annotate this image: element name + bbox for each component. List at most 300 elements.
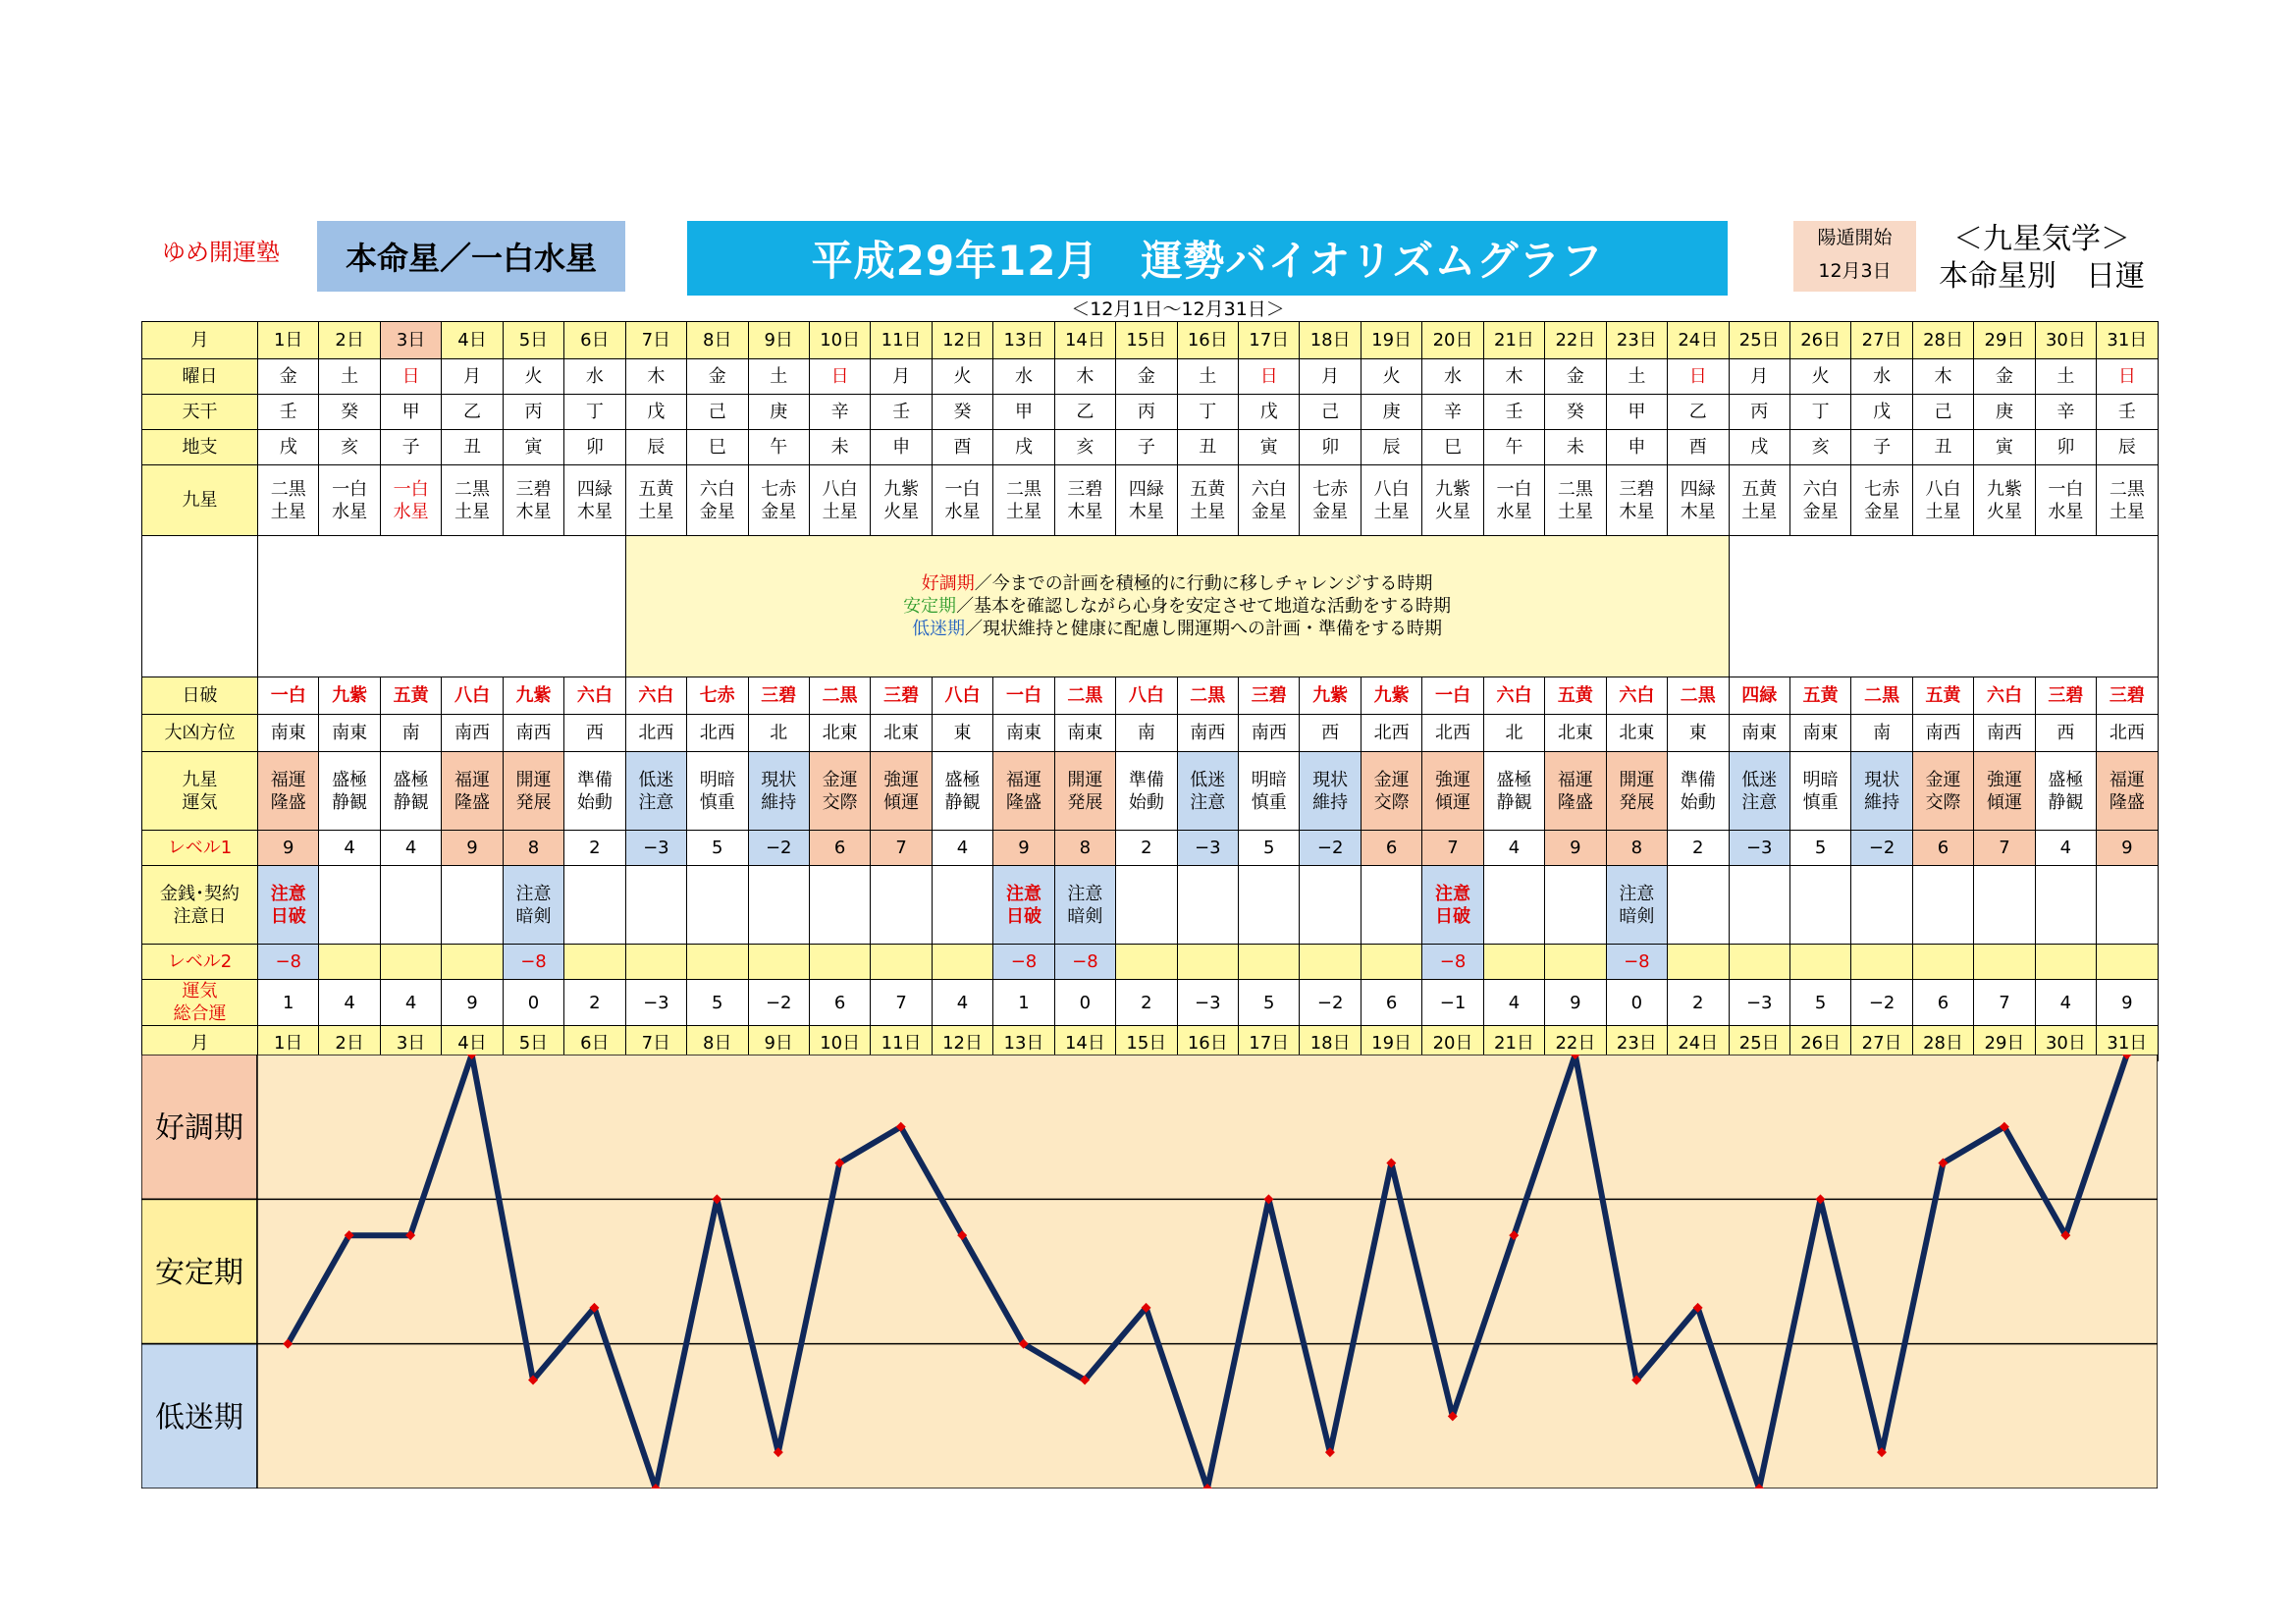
yoton-label: 陽遁開始 (1817, 227, 1893, 248)
weekday-cell: 水 (993, 359, 1054, 395)
kichi-cell: 南西 (1912, 715, 1973, 752)
sogo-cell: −3 (625, 980, 686, 1026)
day-header: 26日 (1789, 322, 1850, 359)
sogo-cell: −2 (1851, 980, 1912, 1026)
kichi-cell: 南西 (1177, 715, 1238, 752)
chishi-cell: 丑 (1912, 430, 1973, 465)
level1-cell: 9 (258, 831, 319, 866)
chishi-cell: 戌 (1729, 430, 1789, 465)
kyusei-cell: 九紫 火星 (1422, 465, 1483, 536)
level2-cell (1177, 945, 1238, 980)
level1-cell: 5 (1239, 831, 1300, 866)
tenkan-cell: 癸 (319, 395, 380, 430)
sogo-cell: −2 (1300, 980, 1361, 1026)
weekday-cell: 火 (503, 359, 563, 395)
weekday-cell: 木 (1054, 359, 1115, 395)
sogo-cell: 1 (993, 980, 1054, 1026)
day-header: 2日 (319, 322, 380, 359)
caution-cell: 注意 日破 (258, 866, 319, 945)
tenkan-cell: 乙 (1054, 395, 1115, 430)
caution-cell (1239, 866, 1300, 945)
kyusei-cell: 八白 土星 (1361, 465, 1421, 536)
level2-cell (1729, 945, 1789, 980)
tenkan-cell: 丙 (1116, 395, 1177, 430)
unki-cell: 現状 維持 (748, 752, 809, 831)
row-nippa (142, 677, 2159, 715)
tenkan-cell: 戊 (625, 395, 686, 430)
caution-cell (1974, 866, 2035, 945)
weekday-cell: 金 (687, 359, 748, 395)
kichi-cell: 南東 (319, 715, 380, 752)
legend-spacer (258, 536, 626, 677)
level1-cell: 4 (380, 831, 441, 866)
kyusei-cell: 三碧 木星 (1606, 465, 1667, 536)
kyusei-subtitle: 本命星別 日運 (1939, 259, 2145, 294)
tenkan-cell: 丙 (1729, 395, 1789, 430)
day-header: 10日 (809, 322, 870, 359)
kyusei-cell: 七赤 金星 (1300, 465, 1361, 536)
unki-cell: 福運 隆盛 (1545, 752, 1606, 831)
kichi-cell: 南 (380, 715, 441, 752)
unki-cell: 準備 始動 (1668, 752, 1729, 831)
weekday-cell: 火 (1789, 359, 1850, 395)
level2-cell (809, 945, 870, 980)
day-footer: 21日 (1483, 1026, 1544, 1061)
caution-cell (380, 866, 441, 945)
legend-item (626, 618, 1729, 640)
tenkan-cell: 己 (1912, 395, 1973, 430)
tenkan-cell: 庚 (1361, 395, 1421, 430)
tenkan-cell: 戊 (1851, 395, 1912, 430)
caution-cell (1545, 866, 1606, 945)
level1-cell: 4 (932, 831, 992, 866)
kyusei-cell: 一白 水星 (2035, 465, 2096, 536)
unki-cell: 現状 維持 (1851, 752, 1912, 831)
kichi-cell: 南西 (503, 715, 563, 752)
caution-cell (1361, 866, 1421, 945)
kyusei-cell: 九紫 火星 (1974, 465, 2035, 536)
row-label-kinsen: 金銭･契約 注意日 (142, 866, 258, 945)
level1-cell: −3 (1729, 831, 1789, 866)
sogo-cell: 9 (442, 980, 503, 1026)
nippa-cell: 六白 (564, 677, 625, 715)
day-footer: 8日 (687, 1026, 748, 1061)
nippa-cell: 五黄 (1789, 677, 1850, 715)
sogo-cell: 9 (1545, 980, 1606, 1026)
level2-cell (1300, 945, 1361, 980)
chishi-cell: 丑 (1177, 430, 1238, 465)
caution-cell (1851, 866, 1912, 945)
weekday-cell: 木 (1912, 359, 1973, 395)
level2-cell (625, 945, 686, 980)
kyusei-cell: 二黒 土星 (1545, 465, 1606, 536)
day-footer: 4日 (442, 1026, 503, 1061)
level2-cell: −8 (993, 945, 1054, 980)
row-weekday (142, 359, 2159, 395)
level1-cell: 6 (1361, 831, 1421, 866)
kichi-cell: 北東 (809, 715, 870, 752)
level1-cell: 7 (1974, 831, 2035, 866)
row-label-level2: レベル2 (142, 945, 258, 980)
kyusei-cell: 四緑 木星 (564, 465, 625, 536)
row-label-level1: レベル1 (142, 831, 258, 866)
caution-cell (1116, 866, 1177, 945)
chishi-cell: 子 (1116, 430, 1177, 465)
sogo-cell: 5 (687, 980, 748, 1026)
honmei-badge: 本命星／一白水星 (317, 221, 625, 292)
tenkan-cell: 癸 (932, 395, 992, 430)
unki-cell: 盛極 静観 (932, 752, 992, 831)
level1-cell: 4 (1483, 831, 1544, 866)
tenkan-cell: 丁 (1789, 395, 1850, 430)
nippa-cell: 八白 (442, 677, 503, 715)
sogo-cell: 7 (1974, 980, 2035, 1026)
sogo-cell: 6 (809, 980, 870, 1026)
day-footer: 15日 (1116, 1026, 1177, 1061)
kichi-cell: 南東 (1054, 715, 1115, 752)
row-label-kyusei: 九星 (142, 465, 258, 536)
chishi-cell: 卯 (1300, 430, 1361, 465)
sogo-cell: 4 (380, 980, 441, 1026)
level2-cell (2035, 945, 2096, 980)
weekday-cell: 木 (625, 359, 686, 395)
unki-cell: 福運 隆盛 (442, 752, 503, 831)
tenkan-cell: 甲 (993, 395, 1054, 430)
yoton-date: 12月3日 (1818, 260, 1892, 282)
row-label-unki: 九星 運気 (142, 752, 258, 831)
kyusei-cell: 三碧 木星 (1054, 465, 1115, 536)
day-footer: 2日 (319, 1026, 380, 1061)
tenkan-cell: 辛 (809, 395, 870, 430)
caution-cell (871, 866, 932, 945)
nippa-cell: 五黄 (380, 677, 441, 715)
kyusei-cell: 一白 水星 (1483, 465, 1544, 536)
tenkan-cell: 甲 (380, 395, 441, 430)
kyusei-cell: 六白 金星 (687, 465, 748, 536)
chishi-cell: 子 (380, 430, 441, 465)
kyusei-cell: 三碧 木星 (503, 465, 563, 536)
kichi-cell: 西 (2035, 715, 2096, 752)
nippa-cell: 三碧 (2035, 677, 2096, 715)
caution-cell (809, 866, 870, 945)
day-header: 5日 (503, 322, 563, 359)
row-tenkan (142, 395, 2159, 430)
band-label: 安定期 (155, 1256, 243, 1290)
day-footer: 25日 (1729, 1026, 1789, 1061)
level2-cell (564, 945, 625, 980)
day-header: 13日 (993, 322, 1054, 359)
chishi-cell: 申 (1606, 430, 1667, 465)
weekday-cell: 日 (380, 359, 441, 395)
day-header: 6日 (564, 322, 625, 359)
unki-cell: 現状 維持 (1300, 752, 1361, 831)
legend-item (626, 595, 1729, 618)
tenkan-cell: 癸 (1545, 395, 1606, 430)
weekday-cell: 土 (1177, 359, 1238, 395)
sogo-cell: 5 (1789, 980, 1850, 1026)
weekday-cell: 金 (1974, 359, 2035, 395)
level1-cell: 8 (1606, 831, 1667, 866)
day-footer: 24日 (1668, 1026, 1729, 1061)
level2-cell: −8 (1422, 945, 1483, 980)
chishi-cell: 辰 (1361, 430, 1421, 465)
tenkan-cell: 壬 (258, 395, 319, 430)
day-footer: 22日 (1545, 1026, 1606, 1061)
row-chishi (142, 430, 2159, 465)
caution-cell (687, 866, 748, 945)
day-footer: 17日 (1239, 1026, 1300, 1061)
nippa-cell: 七赤 (687, 677, 748, 715)
day-footer: 29日 (1974, 1026, 2035, 1061)
sogo-cell: 4 (2035, 980, 2096, 1026)
kichi-cell: 西 (564, 715, 625, 752)
weekday-cell: 土 (319, 359, 380, 395)
day-header: 11日 (871, 322, 932, 359)
day-header: 22日 (1545, 322, 1606, 359)
nippa-cell: 六白 (625, 677, 686, 715)
nippa-cell: 五黄 (1545, 677, 1606, 715)
day-footer: 16日 (1177, 1026, 1238, 1061)
unki-cell: 福運 隆盛 (258, 752, 319, 831)
day-header: 7日 (625, 322, 686, 359)
caution-cell: 注意 暗剣 (503, 866, 563, 945)
kyusei-cell: 九紫 火星 (871, 465, 932, 536)
chishi-cell: 子 (1851, 430, 1912, 465)
level1-cell: −3 (1177, 831, 1238, 866)
day-header: 30日 (2035, 322, 2096, 359)
nippa-cell: 三碧 (748, 677, 809, 715)
unki-cell: 準備 始動 (1116, 752, 1177, 831)
day-header: 31日 (2097, 322, 2158, 359)
sogo-cell: 2 (564, 980, 625, 1026)
legend-box (625, 536, 1729, 677)
caution-cell (1729, 866, 1789, 945)
kichi-cell: 北 (1483, 715, 1544, 752)
weekday-cell: 水 (564, 359, 625, 395)
kyusei-cell: 七赤 金星 (748, 465, 809, 536)
row-level1 (142, 831, 2159, 866)
nippa-cell: 二黒 (1668, 677, 1729, 715)
sogo-cell: 6 (1361, 980, 1421, 1026)
kyusei-cell: 八白 土星 (1912, 465, 1973, 536)
level2-cell (1974, 945, 2035, 980)
level1-cell: 9 (2097, 831, 2158, 866)
legend-key: 安定期 (903, 596, 957, 617)
tenkan-cell: 壬 (1483, 395, 1544, 430)
row-unki (142, 752, 2159, 831)
row-legend (142, 536, 2159, 677)
kyusei-cell: 四緑 木星 (1116, 465, 1177, 536)
day-footer: 18日 (1300, 1026, 1361, 1061)
day-footer: 5日 (503, 1026, 563, 1061)
nippa-cell: 八白 (1116, 677, 1177, 715)
caution-cell: 注意 暗剣 (1606, 866, 1667, 945)
level1-cell: −2 (1300, 831, 1361, 866)
sogo-cell: −2 (748, 980, 809, 1026)
tenkan-cell: 辛 (1422, 395, 1483, 430)
level2-cell (2097, 945, 2158, 980)
unki-cell: 金運 交際 (1912, 752, 1973, 831)
day-footer: 9日 (748, 1026, 809, 1061)
chishi-cell: 戌 (258, 430, 319, 465)
chishi-cell: 午 (748, 430, 809, 465)
caution-cell (1668, 866, 1729, 945)
day-header: 4日 (442, 322, 503, 359)
caution-cell (625, 866, 686, 945)
caution-cell (1177, 866, 1238, 945)
level1-cell: 4 (2035, 831, 2096, 866)
nippa-cell: 三碧 (1239, 677, 1300, 715)
nippa-cell: 一白 (258, 677, 319, 715)
level2-cell (1545, 945, 1606, 980)
unki-cell: 開運 発展 (503, 752, 563, 831)
tenkan-cell: 丁 (1177, 395, 1238, 430)
kichi-cell: 北西 (1361, 715, 1421, 752)
day-header: 29日 (1974, 322, 2035, 359)
sogo-cell: 2 (1668, 980, 1729, 1026)
day-header: 19日 (1361, 322, 1421, 359)
level1-cell: 7 (1422, 831, 1483, 866)
sogo-cell: 4 (319, 980, 380, 1026)
kichi-cell: 北西 (1422, 715, 1483, 752)
level1-cell: −2 (1851, 831, 1912, 866)
nippa-cell: 六白 (1483, 677, 1544, 715)
tenkan-cell: 丁 (564, 395, 625, 430)
weekday-cell: 水 (1851, 359, 1912, 395)
chishi-cell: 卯 (564, 430, 625, 465)
tenkan-cell: 丙 (503, 395, 563, 430)
level1-cell: 6 (1912, 831, 1973, 866)
tenkan-cell: 乙 (1668, 395, 1729, 430)
band-label: 低迷期 (155, 1400, 243, 1435)
row-label-month: 月 (142, 322, 258, 359)
unki-cell: 明暗 慎重 (687, 752, 748, 831)
chishi-cell: 寅 (1974, 430, 2035, 465)
caution-cell (932, 866, 992, 945)
biorhythm-chart (141, 1055, 2158, 1489)
sogo-cell: 1 (258, 980, 319, 1026)
day-footer: 11日 (871, 1026, 932, 1061)
nippa-cell: 九紫 (319, 677, 380, 715)
level1-cell: 2 (564, 831, 625, 866)
sogo-cell: 6 (1912, 980, 1973, 1026)
weekday-cell: 日 (2097, 359, 2158, 395)
weekday-cell: 月 (442, 359, 503, 395)
nippa-cell: 二黒 (1054, 677, 1115, 715)
level1-cell: −2 (748, 831, 809, 866)
weekday-cell: 水 (1422, 359, 1483, 395)
day-header: 8日 (687, 322, 748, 359)
unki-cell: 盛極 静観 (380, 752, 441, 831)
kyusei-cell: 六白 金星 (1789, 465, 1850, 536)
legend-spacer (1729, 536, 2158, 677)
unki-cell: 福運 隆盛 (2097, 752, 2158, 831)
day-footer: 10日 (809, 1026, 870, 1061)
row-month (142, 322, 2159, 359)
tenkan-cell: 甲 (1606, 395, 1667, 430)
level2-cell (932, 945, 992, 980)
kichi-cell: 南 (1851, 715, 1912, 752)
unki-cell: 明暗 慎重 (1789, 752, 1850, 831)
unki-cell: 盛極 静観 (1483, 752, 1544, 831)
unki-cell: 金運 交際 (809, 752, 870, 831)
caution-cell (1912, 866, 1973, 945)
level1-cell: 9 (442, 831, 503, 866)
kichi-cell: 南東 (993, 715, 1054, 752)
fortune-table (141, 321, 2159, 1061)
nippa-cell: 二黒 (809, 677, 870, 715)
period-label: ＜12月1日～12月31日＞ (1071, 298, 1285, 320)
day-header: 1日 (258, 322, 319, 359)
caution-cell (2097, 866, 2158, 945)
unki-cell: 開運 発展 (1054, 752, 1115, 831)
tenkan-cell: 己 (687, 395, 748, 430)
caution-cell (319, 866, 380, 945)
kyusei-cell: 五黄 土星 (1729, 465, 1789, 536)
nippa-cell: 四緑 (1729, 677, 1789, 715)
nippa-cell: 八白 (932, 677, 992, 715)
nippa-cell: 九紫 (503, 677, 563, 715)
chishi-cell: 戌 (993, 430, 1054, 465)
day-footer: 7日 (625, 1026, 686, 1061)
row-kinsen (142, 866, 2159, 945)
kyusei-cell: 二黒 土星 (258, 465, 319, 536)
legend-text: ／現状維持と健康に配慮し開運期への計画・準備をする時期 (965, 619, 1443, 639)
chishi-cell: 丑 (442, 430, 503, 465)
nippa-cell: 一白 (993, 677, 1054, 715)
kichi-cell: 北東 (871, 715, 932, 752)
kyusei-cell: 一白 水星 (932, 465, 992, 536)
weekday-cell: 金 (1545, 359, 1606, 395)
sogo-cell: 9 (2097, 980, 2158, 1026)
legend-text: ／基本を確認しながら心身を安定させて地道な活動をする時期 (956, 596, 1452, 617)
row-kichi (142, 715, 2159, 752)
weekday-cell: 金 (1116, 359, 1177, 395)
nippa-cell: 二黒 (1177, 677, 1238, 715)
caution-cell (748, 866, 809, 945)
kichi-cell: 南東 (258, 715, 319, 752)
chishi-cell: 申 (871, 430, 932, 465)
sogo-cell: 4 (1483, 980, 1544, 1026)
day-footer: 1日 (258, 1026, 319, 1061)
legend-key: 好調期 (921, 573, 975, 594)
kichi-cell: 東 (1668, 715, 1729, 752)
nippa-cell: 六白 (1974, 677, 2035, 715)
day-footer: 19日 (1361, 1026, 1421, 1061)
nippa-cell: 六白 (1606, 677, 1667, 715)
weekday-cell: 日 (809, 359, 870, 395)
tenkan-cell: 庚 (1974, 395, 2035, 430)
nippa-cell: 九紫 (1300, 677, 1361, 715)
day-footer: 30日 (2035, 1026, 2096, 1061)
row-label-month-footer: 月 (142, 1026, 258, 1061)
kichi-cell: 北西 (2097, 715, 2158, 752)
weekday-cell: 日 (1239, 359, 1300, 395)
unki-cell: 盛極 静観 (2035, 752, 2096, 831)
chishi-cell: 酉 (932, 430, 992, 465)
row-label-nippa: 日破 (142, 677, 258, 715)
caution-cell: 注意 日破 (1422, 866, 1483, 945)
level1-cell: 9 (1545, 831, 1606, 866)
tenkan-cell: 壬 (2097, 395, 2158, 430)
kyusei-title: ＜九星気学＞ (1953, 222, 2130, 256)
sogo-cell: −3 (1177, 980, 1238, 1026)
kyusei-cell: 四緑 木星 (1668, 465, 1729, 536)
day-header: 15日 (1116, 322, 1177, 359)
kyusei-header (1914, 221, 2169, 296)
caution-cell: 注意 日破 (993, 866, 1054, 945)
weekday-cell: 火 (1361, 359, 1421, 395)
